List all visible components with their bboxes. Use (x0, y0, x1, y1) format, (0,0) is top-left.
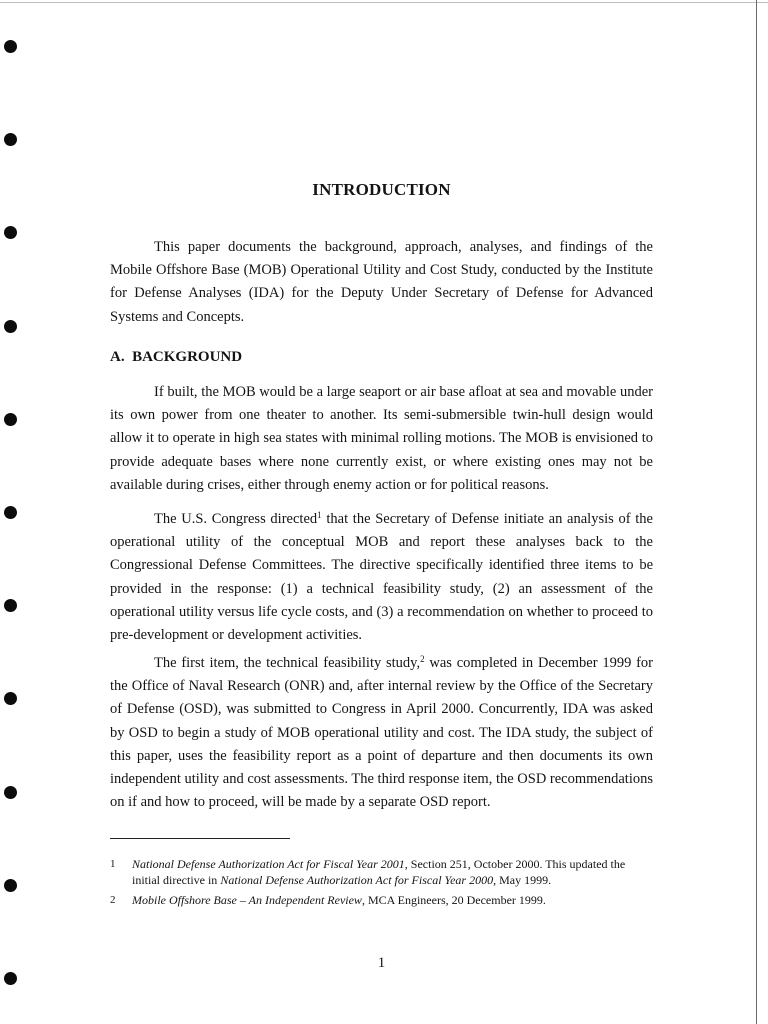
section-label: A. (110, 349, 125, 365)
binder-hole (4, 972, 17, 985)
paragraph-text: that the Secretary of Defense initiate an analysis of the operational utility of the conceptual MOB and report these analyses back to the Congressional Defense Committees. The directive specifically identified three items to be provided in the response: (1) a technical feasibility study, (2) an assessment of the operational utility versus life cycle costs, and (3) a recommendation on whether to proceed to pre-development or development activities. (110, 511, 653, 644)
binder-hole (4, 506, 17, 519)
binder-hole (4, 226, 17, 239)
paragraph-text: If built, the MOB would be a large seaport or air base afloat at sea and movable under its own power from one theater to another. Its semi-submersible twin-hull design would allow it to operate in high sea states with minimal rolling motions. The MOB is envisioned to provide adequate bases where none currently exist, or where existing ones may not be available during crises, either through enemy action or for political reasons. (110, 384, 653, 493)
binder-hole (4, 786, 17, 799)
paragraph-text: The U.S. Congress directed (154, 511, 318, 527)
footnote-citation-title: National Defense Authorization Act for Fiscal Year 2000 (220, 872, 494, 887)
footnote-ref-2: 2 (420, 654, 425, 664)
footnote-ref-1: 1 (317, 510, 322, 520)
paragraph-text: was completed in December 1999 for the Office of Naval Research (ONR) and, after internal review by the Office of the Secretary of Defense (OSD), was submitted to Congress in April 2000. Concurrently, IDA was asked by OSD to begin a study of MOB operational utility and cost. The IDA study, the subject of this paper, uses the feasibility report as a point of departure and then documents its own independent utility and cost assessments. The third response item, the OSD recommendations on if and how to proceed, will be made by a separate OSD report. (110, 655, 654, 811)
footnote-divider (110, 838, 290, 839)
intro-text: This paper documents the background, approach, analyses, and findings of the Mobile Offshore Base (MOB) Operational Utility and Cost Study, conducted by the Institute for Defense Analyses (IDA) for the Deputy Under Secretary of Defense for Advanced Systems and Concepts. (110, 239, 653, 325)
footnote-1 (110, 857, 655, 888)
right-edge-line (756, 0, 757, 1024)
background-paragraph-1 (110, 381, 653, 497)
binder-hole (4, 40, 17, 53)
footnote-text (132, 893, 655, 909)
binder-hole (4, 692, 17, 705)
binder-hole (4, 133, 17, 146)
footnote-number: 2 (110, 894, 116, 906)
binder-hole (4, 879, 17, 892)
background-paragraph-2 (110, 508, 653, 647)
top-edge-line (0, 2, 768, 3)
intro-paragraph (110, 236, 653, 329)
footnote-text (132, 857, 655, 888)
binder-hole (4, 413, 17, 426)
footnote-citation-title: National Defense Authorization Act for Fiscal Year 2001 (132, 857, 405, 871)
footnote-citation-title: Mobile Offshore Base – An Independent Review (132, 893, 362, 907)
section-title: BACKGROUND (132, 349, 243, 365)
footnote-text-part: , May 1999. (493, 872, 552, 887)
footnote-text-part: , MCA Engineers, 20 December 1999. (361, 893, 546, 907)
page-title: INTRODUCTION (312, 180, 451, 199)
binder-hole (4, 599, 17, 612)
footnote-number: 1 (110, 858, 116, 870)
page-number: 1 (377, 955, 386, 971)
background-paragraph-3 (110, 652, 653, 814)
footnote-text-part: , Section 251, October 2000. This updated the initial directive in (132, 857, 626, 887)
footnote-2 (110, 893, 655, 909)
binder-hole (4, 320, 17, 333)
paragraph-text: The first item, the technical feasibility study, (154, 655, 421, 671)
section-heading (110, 349, 242, 366)
